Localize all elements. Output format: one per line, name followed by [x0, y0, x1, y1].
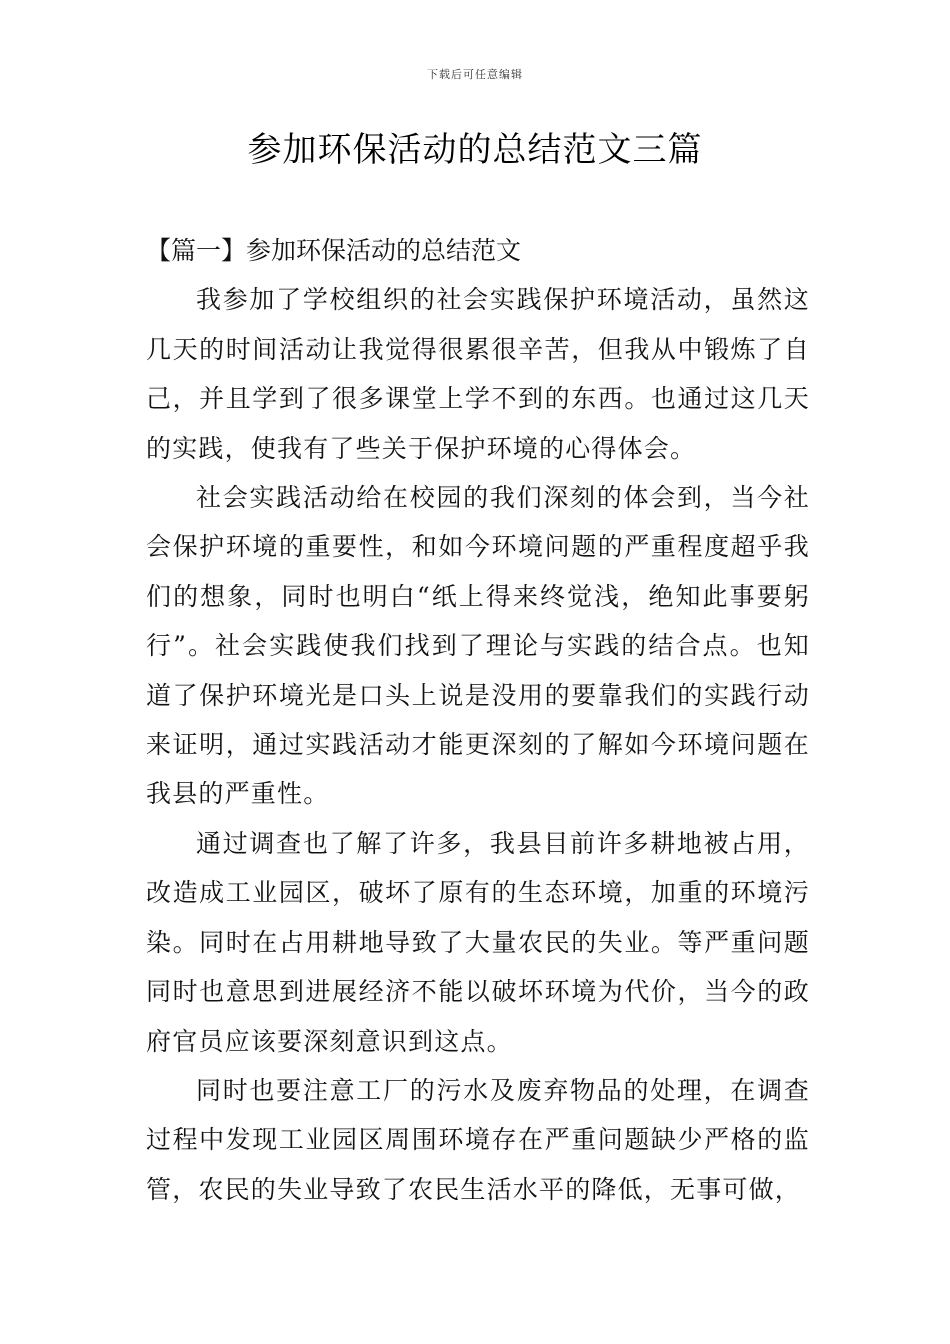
paragraph-3: 通过调查也了解了许多，我县目前许多耕地被占用，改造成工业园区，破坏了原有的生态环境，加重的环境污染。同时在占用耕地导致了大量农民的失业。等严重问题同时也意思到进展经济不能以破坏环境为代价，当今的政府官员应该要深刻意识到这点。: [146, 828, 810, 1056]
document-body: [146, 226, 810, 1214]
paragraph-4: 同时也要注意工厂的污水及废弃物品的处理，在调查过程中发现工业园区周围环境存在严重问题缺少严格的监管，农民的失业导致了农民生活水平的降低，无事可做，: [146, 1075, 810, 1204]
paragraph-1: 我参加了学校组织的社会实践保护环境活动，虽然这几天的时间活动让我觉得很累很辛苦，但我从中锻炼了自己，并且学到了很多课堂上学不到的东西。也通过这几天的实践，使我有了些关于保护环境的心得体会。: [146, 285, 810, 463]
document-title: 参加环保活动的总结范文三篇: [247, 130, 703, 170]
section-heading: 【篇一】参加环保活动的总结范文: [146, 236, 522, 265]
paragraph-2: 社会实践活动给在校园的我们深刻的体会到，当今社会保护环境的重要性，和如今环境问题的严重程度超乎我们的想象，同时也明白“纸上得来终觉浅，绝知此事要躬行”。社会实践使我们找到了理论与实践的结合点。也知道了保护环境光是口头上说是没用的要靠我们的实践行动来证明，通过实践活动才能更深刻的了解如今环境问题在我县的严重性。: [146, 483, 810, 809]
header-note: 下载后可任意编辑: [427, 68, 523, 81]
